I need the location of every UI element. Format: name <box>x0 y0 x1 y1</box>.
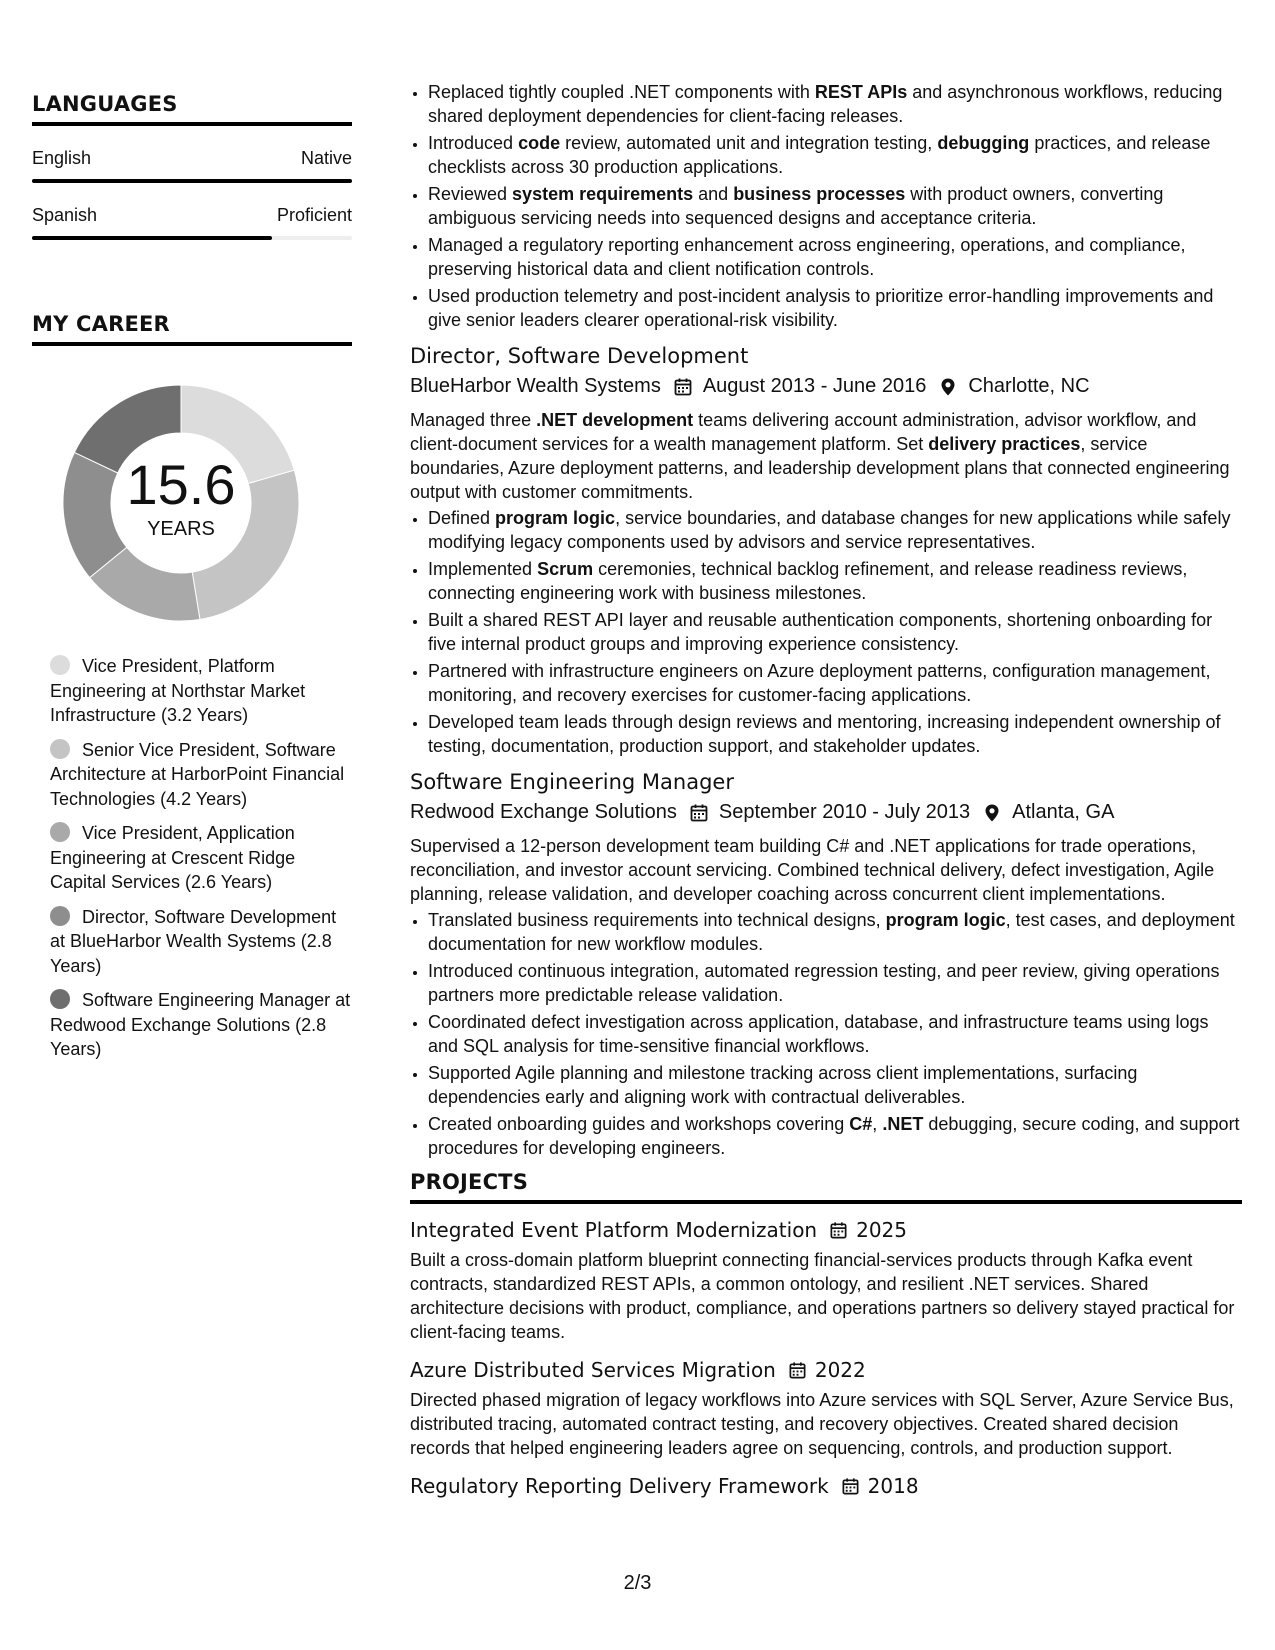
bullet-item <box>428 506 1242 554</box>
job-meta <box>410 375 1242 398</box>
calendar-icon <box>673 377 693 397</box>
career-donut-chart <box>56 378 306 628</box>
text-run: with product owners, converting ambiguous servicing needs into sequenced designs and acceptance criteria. <box>428 184 1164 228</box>
bullet-item <box>428 80 1242 128</box>
location-pin-icon <box>938 377 958 397</box>
text-run: Implemented <box>428 559 538 579</box>
bold-keyword: C# <box>849 1114 873 1134</box>
text-run: practices, and release checklists across 30 production applications. <box>428 133 1211 177</box>
language-name: English <box>32 148 92 168</box>
legend-item <box>50 738 352 812</box>
legend-color-dot <box>50 655 70 675</box>
job-bullets <box>410 908 1242 1160</box>
text-run: Coordinated defect investigation across application, database, and infrastructure teams using logs and SQL analysis for time-sensitive financial workflows. <box>428 1012 1209 1056</box>
location-pin-icon <box>982 803 1002 823</box>
project-description: Directed phased migration of legacy workflows into Azure services with SQL Server, Azure Service Bus, distributed tracing, automated contract testing, and recovery objectives. Created shared decision records that helped engineering leaders agree on sequencing, controls, and production support. <box>410 1390 1234 1458</box>
legend-item <box>50 988 352 1062</box>
language-proficiency-fill <box>32 179 352 183</box>
text-run: Built a shared REST API layer and reusable authentication components, shortening onboarding for five internal product groups and improving experience consistency. <box>428 610 1213 654</box>
job-title: Software Engineering Manager <box>410 770 734 794</box>
bold-keyword: code <box>518 133 561 153</box>
project-entry <box>410 1218 1242 1344</box>
bullet-item <box>428 557 1242 605</box>
legend-item <box>50 654 352 728</box>
text-run: ceremonies, technical backlog refinement, and release readiness reviews, connecting engineering work with business milestones. <box>428 559 1188 603</box>
text-run: Introduced <box>428 133 519 153</box>
project-name: Azure Distributed Services Migration <box>410 1358 776 1382</box>
bullet-item <box>428 1010 1242 1058</box>
language-row <box>32 205 352 226</box>
project-name: Regulatory Reporting Delivery Framework <box>410 1474 829 1498</box>
text-run: , test cases, and deployment documentation for new workflow modules. <box>428 910 1235 954</box>
language-level: Proficient <box>276 205 352 225</box>
text-run: review, automated unit and integration testing, <box>560 133 938 153</box>
legend-color-dot <box>50 989 70 1009</box>
project-name: Integrated Event Platform Modernization <box>410 1218 818 1242</box>
job-dates: September 2010 - July 2013 <box>718 801 971 823</box>
previous-job-bullets <box>410 80 1242 332</box>
language-proficiency-bar <box>32 179 352 183</box>
job-company: Redwood Exchange Solutions <box>410 801 677 823</box>
text-run: Replaced tightly coupled .NET components with <box>428 82 815 102</box>
bold-keyword: .NET <box>882 1114 924 1134</box>
language-proficiency-bar <box>32 236 352 240</box>
legend-color-dot <box>50 906 70 926</box>
job-bullets <box>410 506 1242 758</box>
text-run: Used production telemetry and post-incident analysis to prioritize error-handling improvements and give senior leaders clearer operational-risk visibility. <box>428 286 1214 330</box>
bullet-item <box>428 659 1242 707</box>
bold-keyword: system requirements <box>512 184 694 204</box>
language-row <box>32 148 352 169</box>
text-run: debugging, secure coding, and support procedures for developing engineers. <box>428 1114 1240 1158</box>
text-run: Defined <box>428 508 496 528</box>
text-run: and asynchronous workflows, reducing shared deployment dependencies for client-facing releases. <box>428 82 1223 126</box>
bullet-item <box>428 233 1242 281</box>
text-run: Developed team leads through design reviews and mentoring, increasing independent ownership of testing, documentation, production support, and stakeholder updates. <box>428 712 1221 756</box>
bullet-item <box>428 608 1242 656</box>
bullet-item <box>428 710 1242 758</box>
bullet-item <box>428 908 1242 956</box>
career-legend <box>32 654 352 1062</box>
text-run: teams delivering account administration, advisor workflow, and client-document services for a wealth management platform. Set <box>410 410 1197 454</box>
text-run: Translated business requirements into technical designs, <box>428 910 886 930</box>
bullet-item <box>428 131 1242 179</box>
bullet-item <box>428 1061 1242 1109</box>
left-column <box>32 92 352 1072</box>
project-title <box>410 1474 1242 1498</box>
job-entry <box>410 770 1242 1160</box>
legend-label: Software Engineering Manager at Redwood Exchange Solutions (2.8 Years) <box>50 990 351 1059</box>
project-description: Built a cross-domain platform blueprint connecting financial-services products through Kafka event contracts, standardized REST APIs, a common ontology, and resilient .NET services. Shared architecture decisions with product, compliance, and operations partners so delivery stayed practical for client-facing teams. <box>410 1250 1235 1342</box>
text-run: , service boundaries, and database changes for new applications while safely modifying legacy components used by advisors and service representatives. <box>428 508 1231 552</box>
text-run: Introduced continuous integration, automated regression testing, and peer review, giving operations partners more predictable release validation. <box>428 961 1220 1005</box>
legend-item <box>50 905 352 979</box>
career-title: MY CAREER <box>32 312 352 346</box>
projects-list <box>410 1218 1242 1498</box>
languages-title: LANGUAGES <box>32 92 352 126</box>
donut-center <box>56 453 306 541</box>
bold-keyword: REST APIs <box>814 82 908 102</box>
bullet-item <box>428 182 1242 230</box>
bold-keyword: .NET development <box>536 410 694 430</box>
legend-color-dot <box>50 739 70 759</box>
bold-keyword: delivery practices <box>928 434 1081 454</box>
right-column <box>410 80 1242 1498</box>
job-company: BlueHarbor Wealth Systems <box>410 375 661 397</box>
bold-keyword: program logic <box>885 910 1006 930</box>
languages-list <box>32 148 352 240</box>
language-name: Spanish <box>32 205 98 225</box>
page-number: 2/3 <box>623 1572 652 1594</box>
text-run: Managed a regulatory reporting enhancement across engineering, operations, and compliance, preserving historical data and client notification controls. <box>428 235 1186 279</box>
calendar-icon <box>841 1477 860 1496</box>
project-title <box>410 1358 1242 1382</box>
text-run: Partnered with infrastructure engineers on Azure deployment patterns, configuration management, monitoring, and recovery exercises for customer-facing applications. <box>428 661 1211 705</box>
legend-label: Vice President, Platform Engineering at Northstar Market Infrastructure (3.2 Years) <box>50 656 306 725</box>
career-total-years: 15.6 <box>126 453 236 516</box>
project-entry <box>410 1474 1242 1498</box>
text-run: Supported Agile planning and milestone tracking across client implementations, surfacing dependencies early and aligning work with contractual deliverables. <box>428 1063 1138 1107</box>
job-description <box>410 834 1242 906</box>
experience-list <box>410 344 1242 1160</box>
projects-title: PROJECTS <box>410 1170 1242 1204</box>
legend-label: Director, Software Development at BlueHarbor Wealth Systems (2.8 Years) <box>50 906 337 976</box>
bold-keyword: business processes <box>733 184 906 204</box>
job-description <box>410 408 1242 504</box>
text-run: Supervised a 12-person development team building C# and .NET applications for trade operations, reconciliation, and investor account servicing. Combined technical delivery, defect investigation, Agile planning, release validation, and developer coaching across concurrent client implementations. <box>410 836 1215 904</box>
job-entry <box>410 344 1242 758</box>
job-meta <box>410 801 1242 824</box>
language-level: Native <box>300 148 352 168</box>
language-proficiency-fill <box>32 236 272 240</box>
bullet-item <box>428 959 1242 1007</box>
text-run: Created onboarding guides and workshops covering <box>428 1114 850 1134</box>
calendar-icon <box>689 803 709 823</box>
text-run: Managed three <box>410 410 537 430</box>
project-year: 2022 <box>814 1358 866 1382</box>
job-location: Atlanta, GA <box>1012 801 1115 823</box>
bullet-item <box>428 1112 1242 1160</box>
text-run: , service boundaries, Azure deployment patterns, and leadership development plans that connected engineering output with customer commitments. <box>410 434 1230 502</box>
legend-color-dot <box>50 822 70 842</box>
bold-keyword: Scrum <box>537 559 594 579</box>
legend-label: Senior Vice President, Software Architecture at HarborPoint Financial Technologies (4.2 Years) <box>50 739 345 809</box>
projects-section <box>410 1170 1242 1498</box>
text-run: , <box>872 1114 883 1134</box>
project-year: 2025 <box>856 1218 908 1242</box>
job-location: Charlotte, NC <box>968 375 1090 397</box>
project-title <box>410 1218 1242 1242</box>
calendar-icon <box>788 1361 807 1380</box>
legend-label: Vice President, Application Engineering at Crescent Ridge Capital Services (2.6 Years) <box>50 823 296 892</box>
bold-keyword: debugging <box>937 133 1030 153</box>
text-run: Reviewed <box>428 184 513 204</box>
career-total-unit: YEARS <box>147 518 215 540</box>
job-title: Director, Software Development <box>410 344 749 368</box>
job-dates: August 2013 - June 2016 <box>702 375 927 397</box>
project-entry <box>410 1358 1242 1460</box>
legend-item <box>50 821 352 895</box>
bold-keyword: program logic <box>495 508 616 528</box>
text-run: and <box>693 184 734 204</box>
calendar-icon <box>829 1221 848 1240</box>
project-year: 2018 <box>867 1474 919 1498</box>
bullet-item <box>428 284 1242 332</box>
